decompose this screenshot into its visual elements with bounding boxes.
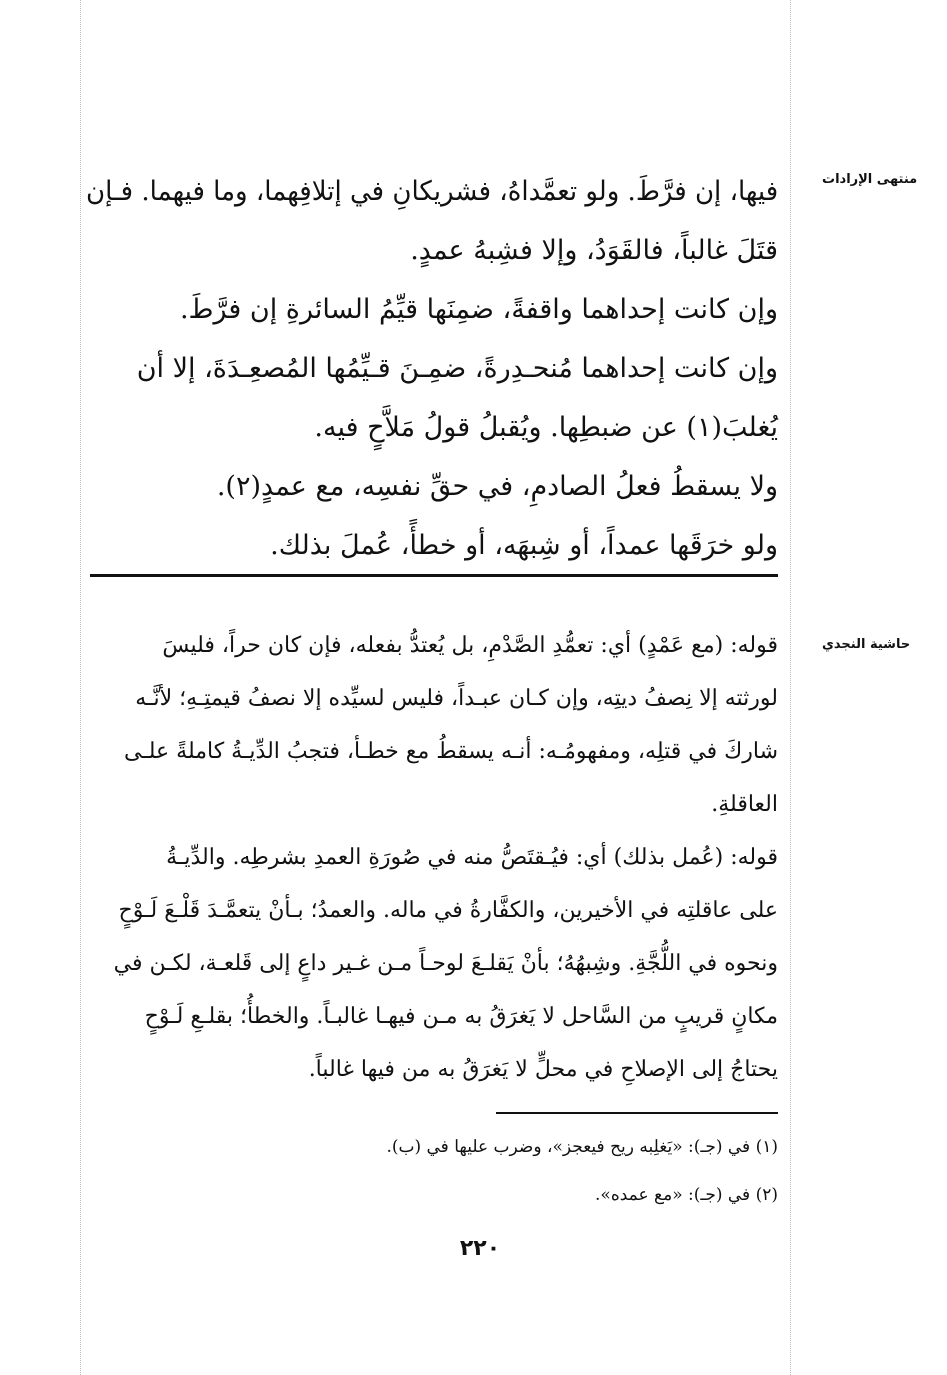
commentary-line: قوله: (عُمل بذلك) أي: فيُـقتَصُّ منه في صُورَةِ العمدِ بشرطِه. والدِّيـةُ [166,845,778,870]
footnote: (١) في (جـ): «يَغلِبه ريح فيعجز»، وضرب عليها في (ب). [386,1137,778,1157]
footnote: (٢) في (جـ): «مع عمده». [595,1185,778,1205]
margin-guide-right [790,0,791,1375]
main-line: وإن كانت إحداهما واقفةً، ضمِنَها قيِّمُ السائرةِ إن فرَّطَ. [179,294,778,325]
main-line: فيها، إن فرَّطَ. ولو تعمَّداهُ، فشريكانِ في إتلافِهما، وما فيهما. فـإن [85,176,778,207]
main-line: ولا يسقطُ فعلُ الصادمِ، في حقِّ نفسِه، مع عمدٍ(٢). [216,471,778,502]
page-number: ٢٢٠ [459,1236,501,1261]
main-line: ولو خرَقَها عمداً، أو شِبهَه، أو خطأً، عُملَ بذلك. [270,530,778,561]
commentary-line: لورثته إلا نِصفُ ديتِه، وإن كـان عبـداً، فليس لسيِّده إلا نصفُ قيمتِـهِ؛ لأنَّـه [135,686,778,711]
main-commentary-divider [90,574,778,577]
commentary-line: يحتاجُ إلى الإصلاحِ في محلٍّ لا يَغرَقُ به من فيها غالباً. [308,1057,778,1082]
footnote-divider [496,1112,778,1114]
commentary-line: على عاقلتِه في الأخيرين، والكفَّارةُ في ماله. والعمدُ؛ بـأنْ يتعمَّـدَ قَلْـعَ لَـوْحٍ [118,898,778,923]
commentary-title-label: حاشية النجدي [822,637,911,652]
commentary-line: العاقلةِ. [711,792,778,817]
commentary-line: شاركَ في قتلِه، ومفهومُـه: أنـه يسقطُ مع خطـأ، فتجبُ الدِّيـةُ كاملةً علـى [123,739,778,764]
main-line: قتَلَ غالباً، فالقَوَدُ، وإلا فشِبهُ عمدٍ. [410,235,778,266]
book-title-label: منتهى الإرادات [822,172,918,187]
main-line: يُغلبَ(١) عن ضبطِها. ويُقبلُ قولُ مَلاَّحٍ فيه. [314,412,778,443]
commentary-line: قوله: (مع عَمْدٍ) أي: تعمُّدِ الصَّدْمِ، بل يُعتدُّ بفعله، فإن كان حراً، فليسَ [162,633,778,658]
main-line: وإن كانت إحداهما مُنحـدِرةً، ضمِـنَ قـيِّمُها المُصعِـدَةَ، إلا أن [136,353,778,384]
commentary-line: ونحوه في اللُّجَّةِ. وشِبهُهُ؛ بأنْ يَقلـعَ لوحـاً مـن غـير داعٍ إلى قَلعـة، لكـن في [113,951,778,976]
commentary-line: مكانٍ قريبٍ من السَّاحل لا يَغرَقُ به مـن فيهـا غالبـاً. والخطأُ؛ بقلـعِ لَـوْحٍ [144,1004,778,1029]
margin-guide-left [80,0,81,1375]
